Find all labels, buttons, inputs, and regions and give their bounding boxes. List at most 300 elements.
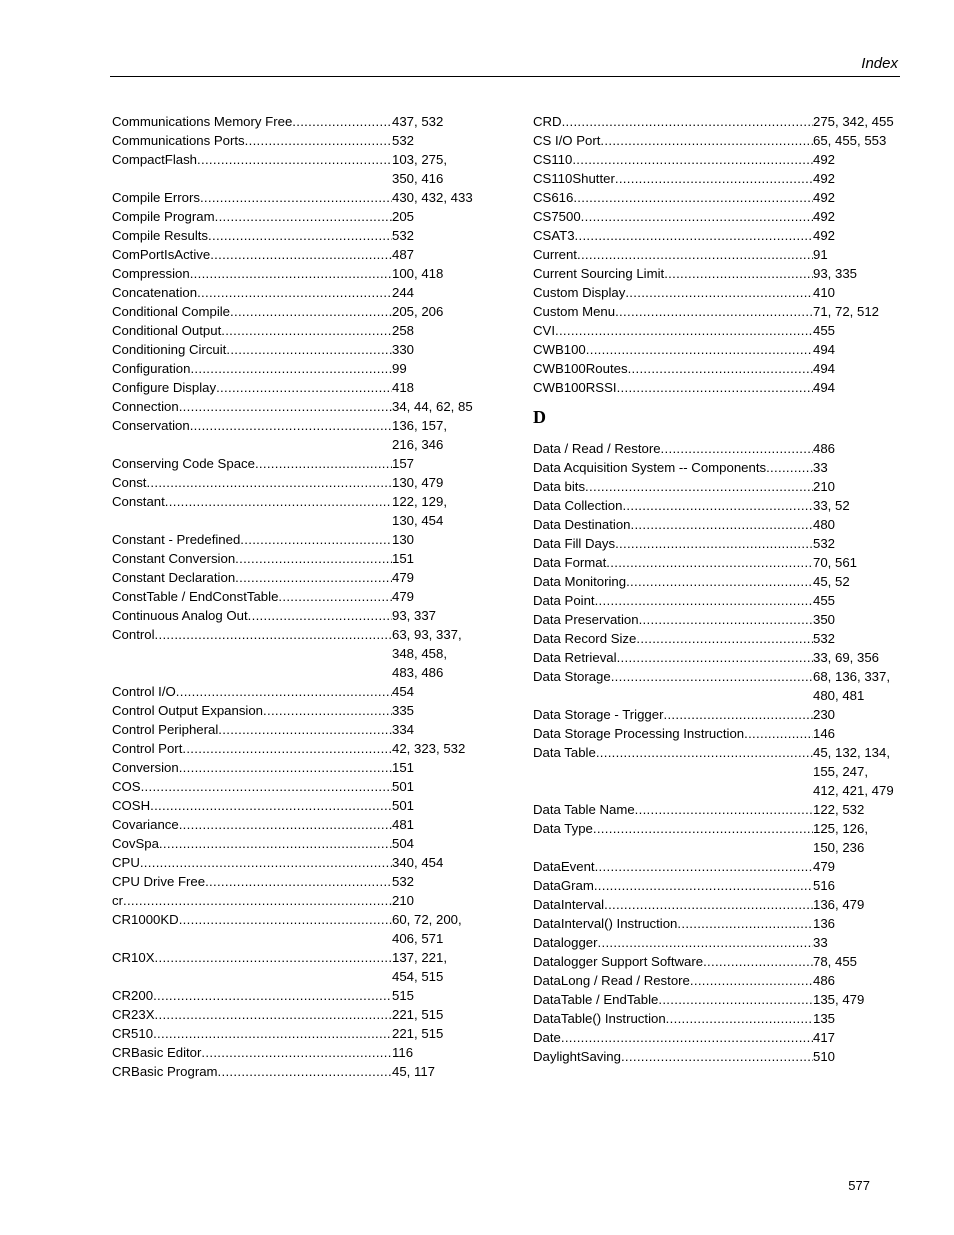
- index-entry: [533, 572, 895, 591]
- index-pages: 151: [392, 760, 415, 775]
- index-term-wrapper: [533, 496, 813, 515]
- index-entry: [112, 549, 474, 568]
- index-pages: 494: [813, 361, 836, 376]
- index-term-wrapper: [112, 1062, 392, 1081]
- index-term-wrapper: [533, 572, 813, 591]
- dot-leader: [263, 701, 392, 720]
- index-term-wrapper: [533, 515, 813, 534]
- index-pages: 501: [392, 798, 415, 813]
- index-pages: 151: [392, 551, 415, 566]
- index-entry: [533, 150, 895, 169]
- index-term: Current Sourcing Limit: [533, 266, 665, 281]
- index-pages: 494: [813, 342, 836, 357]
- index-term-wrapper: [533, 207, 813, 226]
- index-term-wrapper: [533, 990, 813, 1009]
- dot-leader: [617, 378, 813, 397]
- index-entry: [533, 1009, 895, 1028]
- dot-leader: [663, 705, 813, 724]
- index-entry: [533, 378, 895, 397]
- index-entry: [533, 302, 895, 321]
- index-entry: [112, 777, 474, 796]
- dot-leader: [615, 302, 813, 321]
- index-term: Data Table: [533, 745, 596, 760]
- index-term: Data Format: [533, 555, 607, 570]
- index-entry: [112, 112, 474, 131]
- index-term-wrapper: [533, 340, 813, 359]
- index-pages: 122, 129, 130, 454: [392, 494, 447, 528]
- index-pages: 501: [392, 779, 415, 794]
- index-entry: [533, 112, 895, 131]
- index-entry: [533, 743, 895, 800]
- index-pages: 494: [813, 380, 836, 395]
- index-term-wrapper: [112, 549, 392, 568]
- dot-leader: [153, 986, 392, 1005]
- index-pages: 455: [813, 593, 836, 608]
- index-term: Conditional Compile: [112, 304, 231, 319]
- index-term: CR200: [112, 988, 154, 1003]
- dot-leader: [155, 1005, 392, 1024]
- index-term-wrapper: [533, 302, 813, 321]
- index-term: Conversion: [112, 760, 179, 775]
- index-pages: 230: [813, 707, 836, 722]
- dot-leader: [292, 112, 392, 131]
- index-term-wrapper: [112, 948, 392, 967]
- index-entry: [112, 397, 474, 416]
- dot-leader: [744, 724, 813, 743]
- index-term: CR510: [112, 1026, 154, 1041]
- index-term-wrapper: [112, 397, 392, 416]
- index-entry: [533, 321, 895, 340]
- index-entry: [112, 530, 474, 549]
- index-term: Data Record Size: [533, 631, 637, 646]
- dot-leader: [594, 876, 813, 895]
- index-term: DataInterval() Instruction: [533, 916, 678, 931]
- dot-leader: [235, 549, 392, 568]
- index-term: Communications Memory Free: [112, 114, 293, 129]
- index-term: DataTable / EndTable: [533, 992, 659, 1007]
- dot-leader: [218, 720, 392, 739]
- index-pages: 68, 136, 337, 480, 481: [813, 669, 890, 703]
- index-term-wrapper: [533, 112, 813, 131]
- index-entry: [533, 857, 895, 876]
- index-term: Constant Declaration: [112, 570, 236, 585]
- index-term-wrapper: [533, 1009, 813, 1028]
- dot-leader: [165, 492, 392, 511]
- index-term-wrapper: [112, 1043, 392, 1062]
- index-entry: [533, 629, 895, 648]
- dot-leader: [215, 207, 392, 226]
- index-entry: [112, 264, 474, 283]
- dot-leader: [197, 283, 392, 302]
- index-term: Communications Ports: [112, 133, 245, 148]
- index-term-wrapper: [112, 1005, 392, 1024]
- index-term: Conditioning Circuit: [112, 342, 227, 357]
- dot-leader: [278, 587, 392, 606]
- index-entry: [112, 568, 474, 587]
- dot-leader: [179, 910, 392, 929]
- dot-leader: [639, 610, 813, 629]
- index-term: Data Collection: [533, 498, 623, 513]
- index-term: Compile Results: [112, 228, 209, 243]
- dot-leader: [611, 667, 813, 686]
- index-entry: [533, 458, 895, 477]
- index-term: Conditional Output: [112, 323, 222, 338]
- index-term: COSH: [112, 798, 151, 813]
- index-entry: [533, 800, 895, 819]
- index-term: Custom Menu: [533, 304, 616, 319]
- index-term-wrapper: [112, 625, 392, 644]
- index-term: Data Type: [533, 821, 593, 836]
- dot-leader: [555, 321, 813, 340]
- index-term: Control Output Expansion: [112, 703, 264, 718]
- index-pages: 45, 132, 134, 155, 247, 412, 421, 479: [813, 745, 894, 798]
- dot-leader: [622, 496, 813, 515]
- index-term: DataGram: [533, 878, 594, 893]
- index-term-wrapper: [533, 458, 813, 477]
- index-term-wrapper: [112, 321, 392, 340]
- index-pages: 330: [392, 342, 415, 357]
- index-entry: [112, 739, 474, 758]
- dot-leader: [150, 796, 392, 815]
- dot-leader: [585, 477, 813, 496]
- index-term-wrapper: [112, 853, 392, 872]
- index-term-wrapper: [533, 705, 813, 724]
- dot-leader: [631, 515, 814, 534]
- dot-leader: [625, 283, 813, 302]
- index-term: CPU: [112, 855, 140, 870]
- index-entry: [533, 971, 895, 990]
- dot-leader: [586, 340, 813, 359]
- index-pages: 60, 72, 200, 406, 571: [392, 912, 462, 946]
- index-entry: [533, 283, 895, 302]
- index-term-wrapper: [112, 815, 392, 834]
- dot-leader: [628, 359, 813, 378]
- index-term-wrapper: [112, 606, 392, 625]
- index-entry: [533, 340, 895, 359]
- dot-leader: [766, 458, 813, 477]
- index-pages: 479: [392, 570, 415, 585]
- index-term-wrapper: [112, 910, 392, 929]
- index-pages: 42, 323, 532: [392, 741, 466, 756]
- index-term: CVI: [533, 323, 555, 338]
- index-term: Compile Program: [112, 209, 215, 224]
- index-term: CPU Drive Free: [112, 874, 206, 889]
- index-pages: 210: [813, 479, 836, 494]
- index-pages: 532: [813, 536, 836, 551]
- index-term-wrapper: [112, 891, 392, 910]
- index-term: CRD: [533, 114, 562, 129]
- index-term-wrapper: [533, 321, 813, 340]
- index-pages: 480: [813, 517, 836, 532]
- index-pages: 532: [813, 631, 836, 646]
- index-term: Control: [112, 627, 155, 642]
- index-group-c: [533, 112, 895, 397]
- index-pages: 479: [392, 589, 415, 604]
- index-term: Compression: [112, 266, 190, 281]
- index-term-wrapper: [112, 701, 392, 720]
- index-term-wrapper: [533, 283, 813, 302]
- index-entry: [533, 534, 895, 553]
- index-term: CS110Shutter: [533, 171, 615, 186]
- index-pages: 532: [392, 874, 415, 889]
- index-pages: 510: [813, 1049, 836, 1064]
- index-term-wrapper: [533, 724, 813, 743]
- index-term: COS: [112, 779, 141, 794]
- index-pages: 130, 479: [392, 475, 444, 490]
- index-term-wrapper: [112, 777, 392, 796]
- index-pages: 136, 479: [813, 897, 865, 912]
- index-term: CS110: [533, 152, 573, 167]
- dot-leader: [703, 952, 813, 971]
- index-pages: 93, 335: [813, 266, 857, 281]
- index-term-wrapper: [112, 720, 392, 739]
- index-term: Data Acquisition System -- Components: [533, 460, 767, 475]
- dot-leader: [240, 530, 392, 549]
- dot-leader: [208, 226, 392, 245]
- dot-leader: [677, 914, 813, 933]
- index-entry: [533, 169, 895, 188]
- index-entry: [112, 758, 474, 777]
- index-pages: 136: [813, 916, 836, 931]
- dot-leader: [596, 743, 813, 762]
- index-term-wrapper: [533, 439, 813, 458]
- index-pages: 504: [392, 836, 415, 851]
- index-term-wrapper: [533, 914, 813, 933]
- index-entry: [533, 591, 895, 610]
- index-entry: [533, 553, 895, 572]
- index-pages: 258: [392, 323, 415, 338]
- index-term-wrapper: [533, 933, 813, 952]
- index-term: Date: [533, 1030, 561, 1045]
- index-entry: [533, 914, 895, 933]
- dot-leader: [146, 473, 392, 492]
- index-pages: 205: [392, 209, 415, 224]
- index-pages: 34, 44, 62, 85: [392, 399, 473, 414]
- index-group-d: [533, 439, 895, 1066]
- index-pages: 71, 72, 512: [813, 304, 879, 319]
- index-term-wrapper: [533, 188, 813, 207]
- index-term: ConstTable / EndConstTable: [112, 589, 279, 604]
- index-column-left: [112, 112, 474, 1081]
- index-entry: [533, 895, 895, 914]
- index-entry: [112, 796, 474, 815]
- dot-leader: [595, 591, 813, 610]
- index-term: Data Storage - Trigger: [533, 707, 664, 722]
- index-term-wrapper: [112, 758, 392, 777]
- index-entry: [112, 1005, 474, 1024]
- index-term-wrapper: [112, 359, 392, 378]
- index-term: DataTable() Instruction: [533, 1011, 666, 1026]
- index-entry: [533, 1028, 895, 1047]
- index-pages: 63, 93, 337, 348, 458, 483, 486: [392, 627, 462, 680]
- index-entry: [112, 872, 474, 891]
- index-pages: 122, 532: [813, 802, 865, 817]
- dot-leader: [636, 629, 813, 648]
- index-term-wrapper: [112, 454, 392, 473]
- index-term: CS616: [533, 190, 574, 205]
- index-pages: 481: [392, 817, 415, 832]
- index-term: CS7500: [533, 209, 581, 224]
- index-entry: [533, 876, 895, 895]
- index-term-wrapper: [533, 264, 813, 283]
- index-term: Data Monitoring: [533, 574, 627, 589]
- index-term: Data Fill Days: [533, 536, 616, 551]
- dot-leader: [200, 188, 392, 207]
- dot-leader: [155, 625, 392, 644]
- index-term: CWB100: [533, 342, 586, 357]
- index-entry: [533, 667, 895, 705]
- index-pages: 135, 479: [813, 992, 865, 1007]
- index-term: CRBasic Editor: [112, 1045, 202, 1060]
- dot-leader: [190, 416, 392, 435]
- dot-leader: [575, 226, 813, 245]
- index-term: Configure Display: [112, 380, 217, 395]
- dot-leader: [690, 971, 813, 990]
- index-entry: [533, 515, 895, 534]
- index-term-wrapper: [112, 378, 392, 397]
- index-entry: [112, 587, 474, 606]
- index-pages: 210: [392, 893, 415, 908]
- index-term-wrapper: [533, 819, 813, 838]
- index-entry: [533, 131, 895, 150]
- index-pages: 70, 561: [813, 555, 857, 570]
- index-pages: 532: [392, 133, 415, 148]
- index-entry: [533, 245, 895, 264]
- index-entry: [533, 933, 895, 952]
- dot-leader: [235, 568, 392, 587]
- index-term: CSAT3: [533, 228, 575, 243]
- index-term-wrapper: [112, 340, 392, 359]
- index-term: Data Storage: [533, 669, 611, 684]
- index-term-wrapper: [533, 971, 813, 990]
- index-pages: 33: [813, 935, 828, 950]
- index-term: Const: [112, 475, 147, 490]
- index-term: CR10X: [112, 950, 155, 965]
- index-pages: 125, 126, 150, 236: [813, 821, 868, 855]
- index-term-wrapper: [533, 876, 813, 895]
- index-entry: [112, 302, 474, 321]
- dot-leader: [216, 378, 392, 397]
- dot-leader: [190, 264, 392, 283]
- index-entry: [112, 720, 474, 739]
- section-heading-d: D: [533, 407, 546, 427]
- index-term: Data Destination: [533, 517, 631, 532]
- index-pages: 492: [813, 152, 836, 167]
- dot-leader: [226, 340, 392, 359]
- index-entry: [112, 948, 474, 986]
- index-pages: 244: [392, 285, 415, 300]
- dot-leader: [573, 188, 813, 207]
- dot-leader: [562, 112, 813, 131]
- dot-leader: [595, 857, 813, 876]
- header-divider: [110, 76, 900, 77]
- index-entry: [112, 150, 474, 188]
- index-entry: [112, 359, 474, 378]
- index-pages: 410: [813, 285, 836, 300]
- dot-leader: [664, 264, 813, 283]
- index-entry: [112, 340, 474, 359]
- index-pages: 417: [813, 1030, 836, 1045]
- index-term-wrapper: [112, 264, 392, 283]
- index-term-wrapper: [533, 534, 813, 553]
- index-entry: [112, 1024, 474, 1043]
- index-pages: 221, 515: [392, 1007, 444, 1022]
- index-term: CRBasic Program: [112, 1064, 218, 1079]
- index-entry: [533, 724, 895, 743]
- index-pages: 492: [813, 171, 836, 186]
- index-term-wrapper: [112, 283, 392, 302]
- dot-leader: [635, 800, 813, 819]
- index-entry: [112, 131, 474, 150]
- index-term-wrapper: [112, 568, 392, 587]
- index-term: Connection: [112, 399, 179, 414]
- index-term-wrapper: [533, 226, 813, 245]
- index-entry: [533, 705, 895, 724]
- index-entry: [533, 439, 895, 458]
- index-entry: [112, 454, 474, 473]
- index-term-wrapper: [112, 1024, 392, 1043]
- index-term-wrapper: [533, 648, 813, 667]
- index-entry: [112, 283, 474, 302]
- index-pages: 130: [392, 532, 415, 547]
- index-term: CWB100RSSI: [533, 380, 617, 395]
- index-term: Data Retrieval: [533, 650, 617, 665]
- index-term-wrapper: [112, 872, 392, 891]
- index-term-wrapper: [112, 530, 392, 549]
- dot-leader: [201, 1043, 392, 1062]
- index-term: DaylightSaving: [533, 1049, 621, 1064]
- index-pages: 532: [392, 228, 415, 243]
- index-term: Current: [533, 247, 577, 262]
- page-number: 577: [848, 1178, 870, 1193]
- index-term: Data Preservation: [533, 612, 639, 627]
- index-entry: [112, 853, 474, 872]
- dot-leader: [600, 131, 813, 150]
- index-pages: 350: [813, 612, 836, 627]
- index-pages: 33: [813, 460, 828, 475]
- index-term: CS I/O Port: [533, 133, 601, 148]
- dot-leader: [606, 553, 813, 572]
- dot-leader: [197, 150, 392, 169]
- index-entry: [112, 473, 474, 492]
- index-term: Constant - Predefined: [112, 532, 241, 547]
- index-term: Conserving Code Space: [112, 456, 255, 471]
- index-term-wrapper: [112, 302, 392, 321]
- index-entry: [533, 952, 895, 971]
- index-pages: 93, 337: [392, 608, 436, 623]
- dot-leader: [179, 815, 392, 834]
- index-term-wrapper: [112, 492, 392, 511]
- index-term-wrapper: [533, 1047, 813, 1066]
- index-term: Data Table Name: [533, 802, 635, 817]
- index-entry: [533, 819, 895, 857]
- index-pages: 479: [813, 859, 836, 874]
- index-entry: [112, 682, 474, 701]
- index-pages: 340, 454: [392, 855, 444, 870]
- index-entry: [112, 245, 474, 264]
- index-term: Control Port: [112, 741, 183, 756]
- dot-leader: [210, 245, 392, 264]
- index-pages: 33, 69, 356: [813, 650, 879, 665]
- index-entry: [533, 990, 895, 1009]
- index-term: ComPortIsActive: [112, 247, 211, 262]
- index-term: Compile Errors: [112, 190, 200, 205]
- index-term-wrapper: [533, 857, 813, 876]
- index-entry: [533, 264, 895, 283]
- dot-leader: [581, 207, 813, 226]
- index-term-wrapper: [112, 473, 392, 492]
- index-term-wrapper: [533, 591, 813, 610]
